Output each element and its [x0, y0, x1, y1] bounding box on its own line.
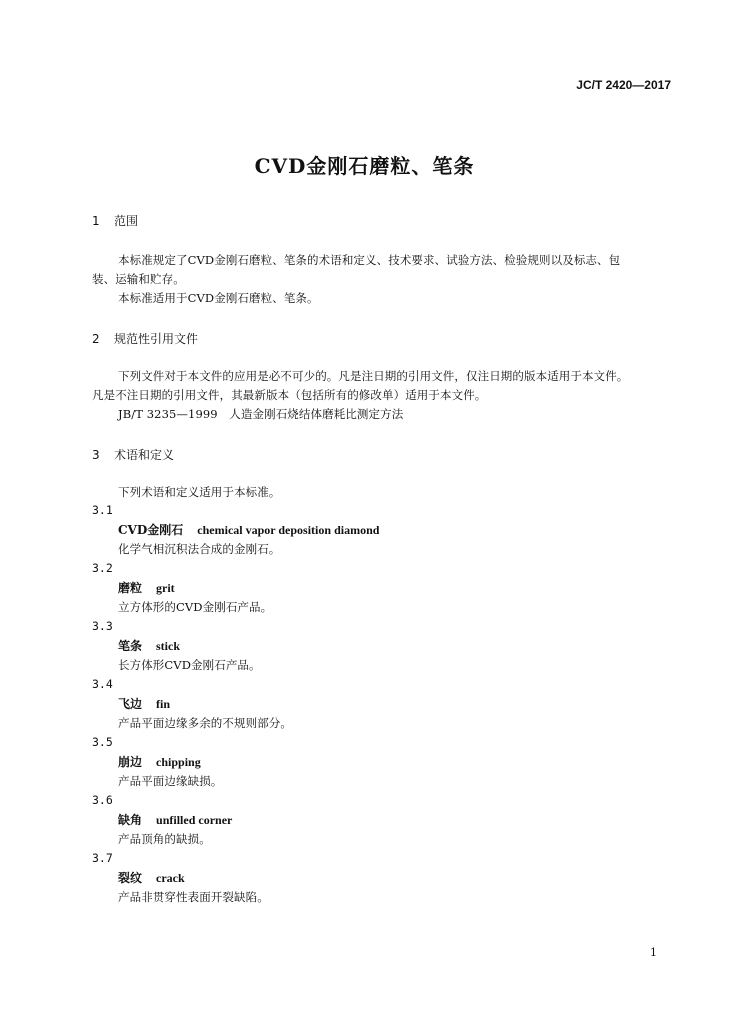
term-chinese: 磨粒: [118, 581, 143, 595]
term-definition: 产品平面边缘多余的不规则部分。: [118, 716, 292, 730]
term-definition: 化学气相沉积法合成的金刚石。: [118, 542, 281, 556]
paragraph-line: 本标准适用于CVD金刚石磨粒、笔条。: [118, 291, 319, 305]
term-number: 3.2: [92, 561, 113, 575]
section-number: 3: [92, 448, 100, 462]
terms-intro: 下列术语和定义适用于本标准。: [118, 485, 281, 499]
term-number: 3.1: [92, 503, 113, 517]
term-definition: 产品顶角的缺损。: [118, 832, 211, 846]
term-number: 3.3: [92, 619, 113, 633]
term-english: unfilled corner: [156, 813, 233, 827]
paragraph-line: 装、运输和贮存。: [92, 272, 185, 286]
page-number: 1: [650, 946, 657, 959]
term-entry: [118, 811, 232, 828]
section-title: 术语和定义: [114, 448, 175, 462]
term-english: stick: [156, 639, 181, 653]
term-definition: 产品平面边缘缺损。: [118, 774, 223, 788]
term-english: fin: [156, 697, 171, 711]
term-number: 3.5: [92, 735, 113, 749]
term-chinese: 笔条: [118, 639, 143, 653]
term-chinese: 崩边: [118, 755, 143, 769]
document-title: CVD金刚石磨粒、笔条: [254, 154, 475, 178]
term-definition: 长方体形CVD金刚石产品。: [118, 658, 261, 672]
term-entry: [118, 579, 175, 596]
term-english: grit: [156, 581, 175, 595]
paragraph-line: 凡是不注日期的引用文件，其最新版本（包括所有的修改单）适用于本文件。: [92, 388, 487, 402]
standard-number: JC/T 2420—2017: [576, 78, 671, 92]
paragraph-line: 下列文件对于本文件的应用是必不可少的。凡是注日期的引用文件，仅注日期的版本适用于本文件。: [118, 369, 629, 383]
term-definition: 产品非贯穿性表面开裂缺陷。: [118, 890, 269, 904]
term-number: 3.4: [92, 677, 113, 691]
section-number: 2: [92, 332, 100, 346]
term-definition: 立方体形的CVD金刚石产品。: [118, 600, 273, 614]
term-number: 3.7: [92, 851, 113, 865]
section-heading-references: [92, 330, 198, 347]
section-heading-scope: [92, 212, 138, 229]
section-title: 规范性引用文件: [114, 332, 199, 346]
term-english: chemical vapor deposition diamond: [197, 523, 380, 537]
section-heading-terms: [92, 446, 174, 463]
term-chinese: CVD金刚石: [118, 523, 184, 537]
term-english: chipping: [156, 755, 201, 769]
term-entry: [118, 695, 170, 712]
term-entry: [118, 753, 201, 770]
term-english: crack: [156, 871, 185, 885]
paragraph-line: 本标准规定了CVD金刚石磨粒、笔条的术语和定义、技术要求、试验方法、检验规则以及标志、包: [118, 253, 621, 267]
term-entry: [118, 637, 180, 654]
term-entry: [118, 869, 185, 886]
normative-reference: JB/T 3235—1999 人造金刚石烧结体磨耗比测定方法: [118, 407, 404, 421]
term-chinese: 裂纹: [118, 871, 143, 885]
section-number: 1: [92, 214, 100, 228]
term-number: 3.6: [92, 793, 113, 807]
section-title: 范围: [114, 214, 139, 228]
term-chinese: 飞边: [118, 697, 143, 711]
term-chinese: 缺角: [118, 813, 143, 827]
term-entry: [118, 521, 379, 538]
